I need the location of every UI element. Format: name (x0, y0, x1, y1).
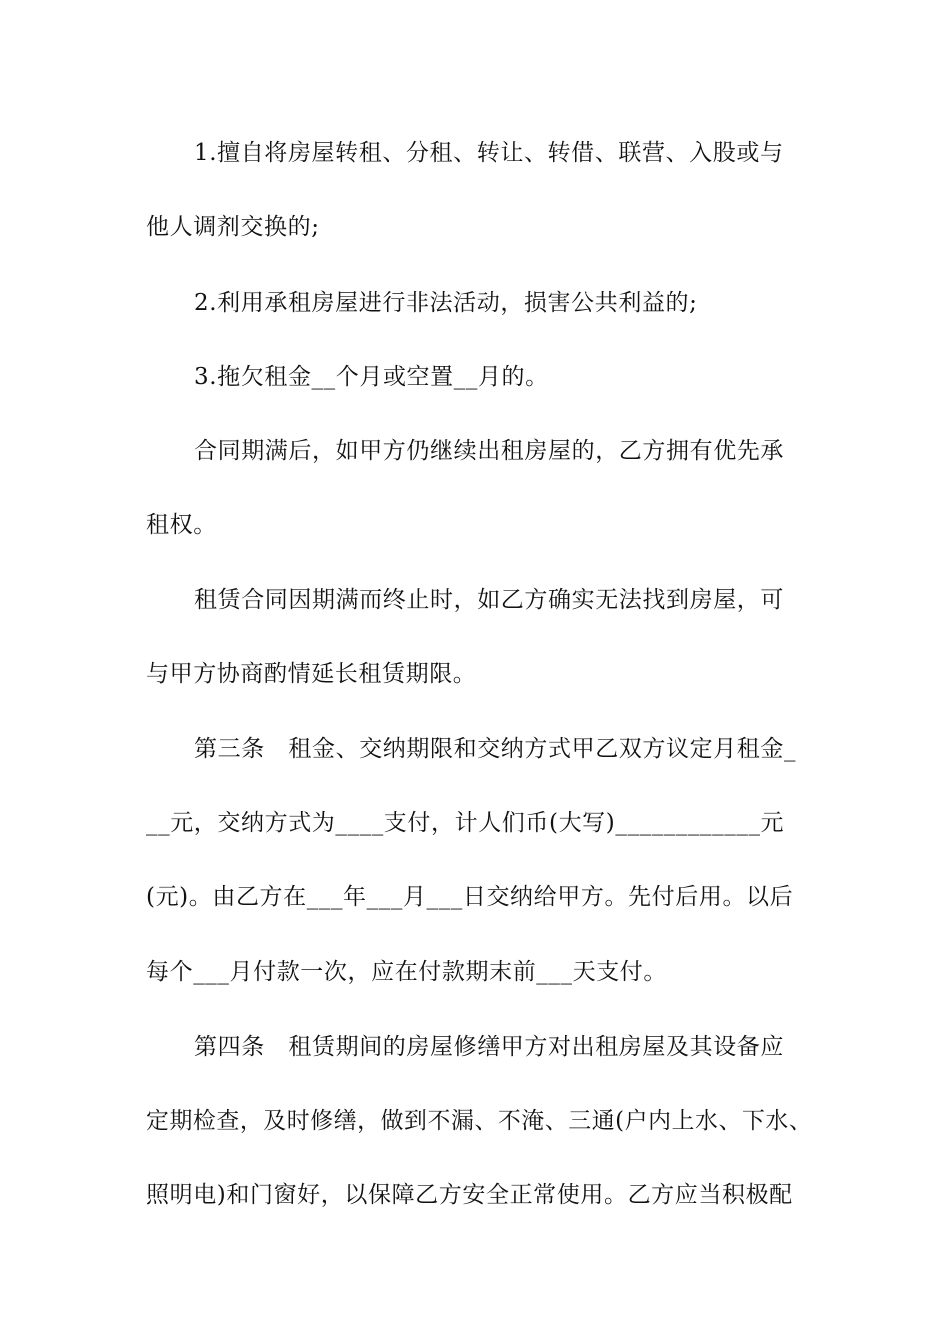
text-line: 第四条 租赁期间的房屋修缮甲方对出租房屋及其设备应 (194, 1034, 784, 1060)
text-line: 租权。 (146, 512, 217, 538)
text-line: 3.拖欠租金__个月或空置__月的。 (194, 364, 549, 390)
text-line: 2.利用承租房屋进行非法活动，损害公共利益的; (194, 290, 698, 316)
text-line: 他人调剂交换的; (146, 214, 320, 240)
text-line: 1.擅自将房屋转租、分租、转让、转借、联营、入股或与 (194, 140, 784, 166)
text-line: 合同期满后，如甲方仍继续出租房屋的，乙方拥有优先承 (194, 438, 784, 464)
text-line: (元)。由乙方在___年___月___日交纳给甲方。先付后用。以后 (146, 884, 794, 910)
text-line: 租赁合同因期满而终止时，如乙方确实无法找到房屋，可 (194, 587, 784, 613)
text-line: 定期检查，及时修缮，做到不漏、不淹、三通(户内上水、下水、 (146, 1108, 813, 1134)
text-line: 与甲方协商酌情延长租赁期限。 (146, 661, 477, 687)
text-line: 每个___月付款一次，应在付款期末前___天支付。 (146, 959, 667, 985)
text-line: 照明电)和门窗好，以保障乙方安全正常使用。乙方应当积极配 (146, 1182, 793, 1208)
text-line: 第三条 租金、交纳期限和交纳方式甲乙双方议定月租金_ (194, 736, 797, 762)
text-line: __元，交纳方式为____支付，计人们币(大写)____________元 (146, 810, 785, 836)
